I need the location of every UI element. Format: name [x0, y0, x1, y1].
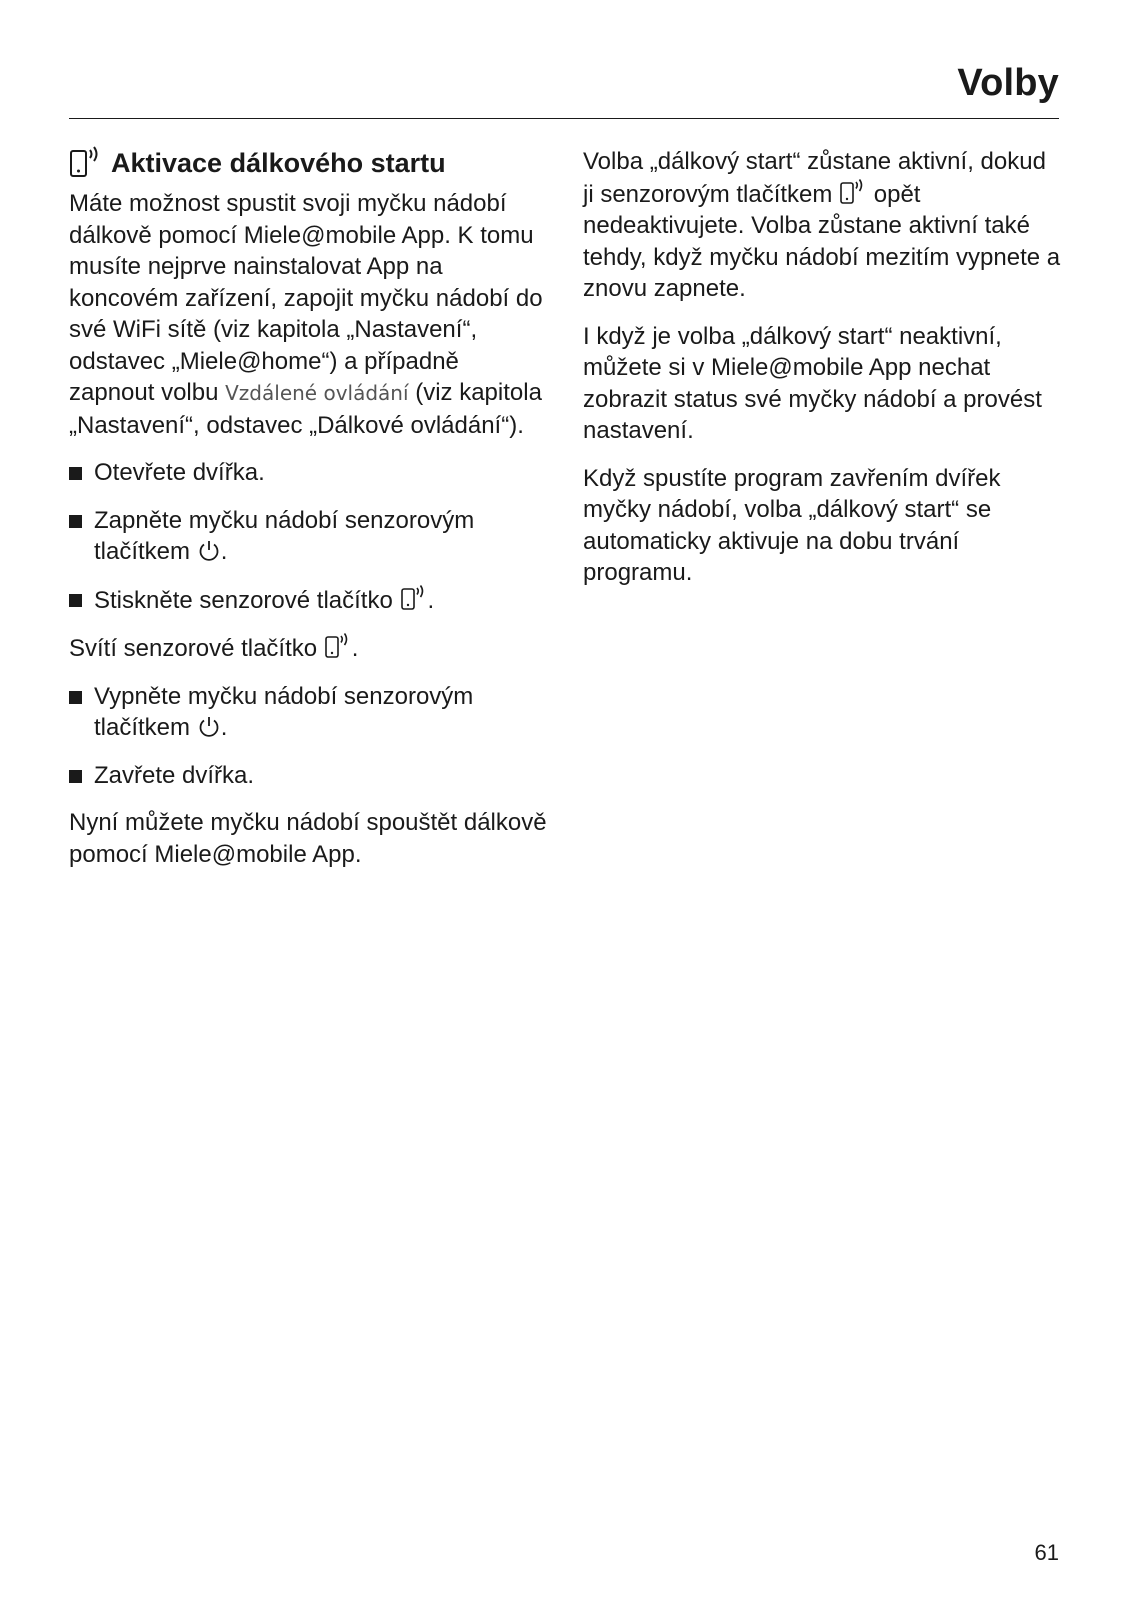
period: . [220, 714, 228, 741]
intro-paragraph [69, 188, 549, 441]
paragraph-text: opět nedeaktivujete. Volba zůstane aktivní také tehdy, když myčku nádobí mezitím vypnete a znovu zapnete. [583, 180, 1061, 302]
right-column [583, 146, 1063, 605]
step-power-on [69, 505, 549, 568]
power-icon [197, 715, 221, 739]
bullet-square-icon [69, 515, 82, 528]
step-close-door [69, 760, 549, 792]
remote-start-icon [839, 178, 867, 206]
section-heading-text: Aktivace dálkového startu [111, 148, 446, 178]
step-text: Otevřete dvířka. [94, 459, 265, 486]
right-paragraph-1 [583, 146, 1063, 305]
power-icon [197, 539, 221, 563]
section-heading [69, 146, 549, 180]
left-column [69, 146, 549, 886]
step-power-off [69, 681, 549, 744]
remote-start-icon [324, 632, 352, 660]
step-open-door [69, 457, 549, 489]
result-text: Svítí senzorové tlačítko [69, 635, 318, 662]
step-text: Stiskněte senzorové tlačítko [94, 586, 393, 614]
paragraph-text: Volba „dálkový start“ zůstane aktivní, dokud ji senzorovým tlačítkem [583, 148, 1046, 208]
step-press-remote [69, 584, 549, 617]
period: . [427, 586, 435, 614]
period: . [220, 538, 228, 565]
intro-text-part1: Máte možnost spustit svoji myčku nádobí dálkově pomocí Miele@mobile App. K tomu musíte nejprve nainstalovat App na koncovém zařízení, zapojit myčku nádobí do své WiFi sítě (viz kapitola „Nastavení“, odstavec „Miele@home“) a případně zapnout volbu [69, 190, 543, 406]
step-text: Zapněte myčku nádobí senzorovým tlačítkem [94, 506, 475, 565]
result-paragraph [69, 632, 549, 665]
right-paragraph-2: I když je volba „dálkový start“ neaktivní, můžete si v Miele@mobile App nechat zobrazit status své myčky nádobí a provést nastavení. [583, 322, 1042, 444]
page-header-title: Volby [957, 62, 1059, 104]
remote-start-icon [400, 584, 428, 612]
step-text: Vypněte myčku nádobí senzorovým tlačítkem [94, 682, 474, 741]
right-paragraph-3: Když spustíte program zavřením dvířek myčky nádobí, volba „dálkový start“ se automaticky aktivuje na dobu trvání programu. [583, 464, 1001, 586]
bullet-square-icon [69, 467, 82, 480]
period: . [351, 635, 359, 662]
bullet-square-icon [69, 594, 82, 607]
display-option-text: Vzdálené ovládání [225, 381, 409, 405]
step-text: Zavřete dvířka. [94, 761, 255, 789]
intro-text-part2: (viz kapitola „Nastavení“, odstavec „Dálkové ovládání“). [69, 379, 542, 439]
bullet-square-icon [69, 691, 82, 704]
remote-start-icon [69, 146, 103, 180]
final-paragraph: Nyní můžete myčku nádobí spouštět dálkově pomocí Miele@mobile App. [69, 809, 547, 868]
header-divider [69, 118, 1059, 119]
page-number: 61 [1034, 1540, 1059, 1565]
bullet-square-icon [69, 770, 82, 783]
